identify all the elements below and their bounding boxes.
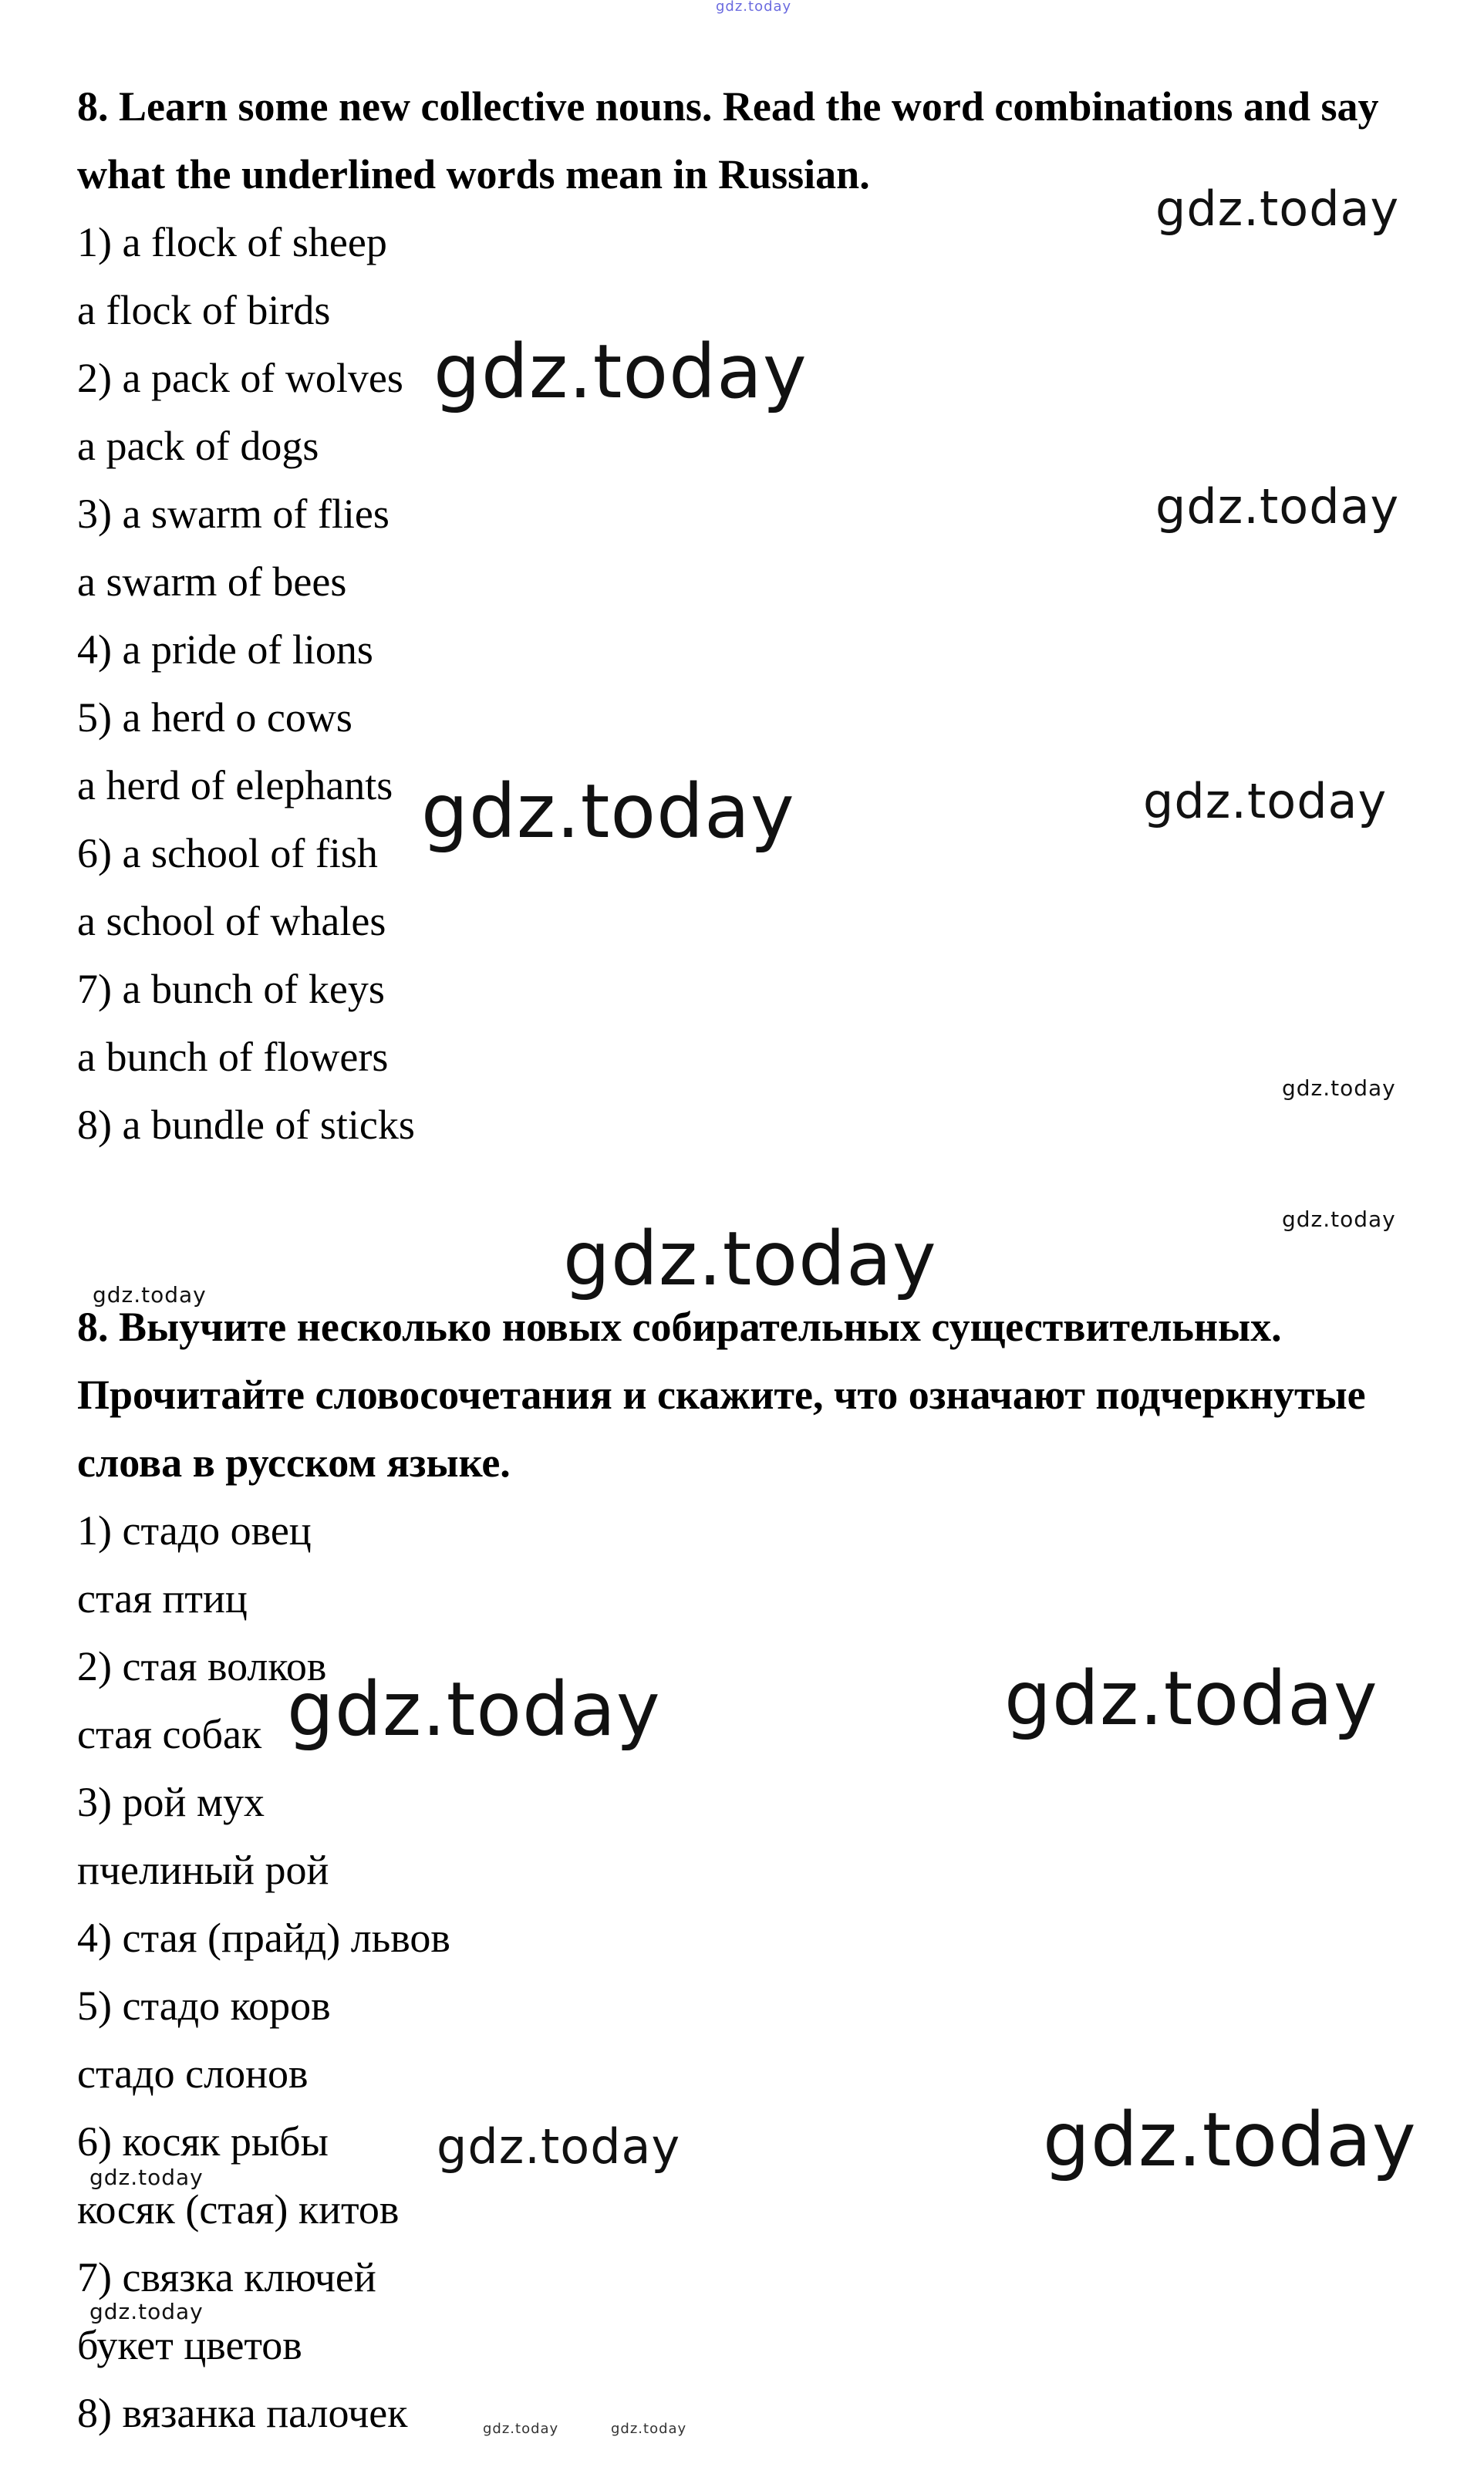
- english-line: a flock of birds: [77, 287, 331, 333]
- watermark: gdz.today: [611, 2421, 687, 2437]
- watermark: gdz.today: [421, 768, 795, 855]
- watermark: gdz.today: [1155, 181, 1400, 237]
- watermark: gdz.today: [89, 2299, 204, 2324]
- watermark: gdz.today: [437, 2118, 681, 2175]
- english-line: 1) a flock of sheep: [77, 219, 387, 265]
- russian-line: 6) косяк рыбы: [77, 2118, 329, 2165]
- english-line: a school of whales: [77, 898, 386, 944]
- watermark: gdz.today: [1043, 2097, 1417, 2183]
- english-line: 5) a herd o cows: [77, 694, 352, 741]
- watermark: gdz.today: [1282, 1207, 1396, 1232]
- english-line: a swarm of bees: [77, 559, 347, 605]
- english-line: a pack of dogs: [77, 423, 319, 469]
- russian-line: 4) стая (прайд) львов: [77, 1915, 450, 1961]
- russian-line: 1) стадо овец: [77, 1507, 312, 1554]
- english-line: 2) a pack of wolves: [77, 355, 403, 401]
- russian-line: стая собак: [77, 1711, 262, 1757]
- russian-line: букет цветов: [77, 2322, 302, 2368]
- watermark: gdz.today: [93, 1282, 207, 1308]
- english-line: 4) a pride of lions: [77, 626, 373, 673]
- watermark: gdz.today: [1004, 1655, 1378, 1742]
- russian-line: 8) вязанка палочек: [77, 2390, 408, 2436]
- english-line: 8) a bundle of sticks: [77, 1102, 415, 1148]
- russian-line: косяк (стая) китов: [77, 2186, 400, 2233]
- watermark: gdz.today: [1282, 1075, 1396, 1101]
- russian-line: 2) стая волков: [77, 1643, 327, 1689]
- english-line: a bunch of flowers: [77, 1034, 389, 1080]
- russian-exercise-title: 8. Выучите несколько новых собирательных существительных. Прочитайте словосочетания и скажите, что означают подчеркнутые слова в русском языке.: [77, 1304, 1366, 1486]
- english-exercise-title: 8. Learn some new collective nouns. Read the word combinations and say what the underlined words mean in Russian.: [77, 83, 1379, 197]
- russian-line: 5) стадо коров: [77, 1983, 331, 2029]
- english-line: 6) a school of fish: [77, 830, 378, 876]
- watermark: gdz.today: [1155, 478, 1400, 535]
- watermark: gdz.today: [433, 329, 808, 415]
- russian-line: пчелиный рой: [77, 1847, 329, 1893]
- russian-line: 3) рой мух: [77, 1779, 265, 1825]
- watermark: gdz.today: [563, 1216, 937, 1302]
- russian-line: стадо слонов: [77, 2050, 309, 2097]
- english-line: a herd of elephants: [77, 762, 393, 808]
- watermark: gdz.today: [287, 1666, 661, 1753]
- watermark: gdz.today: [483, 2421, 559, 2437]
- russian-line: 7) связка ключей: [77, 2254, 376, 2300]
- watermark: gdz.today: [1143, 773, 1388, 829]
- watermark: gdz.today: [716, 0, 792, 15]
- watermark: gdz.today: [89, 2165, 204, 2190]
- english-line: 3) a swarm of flies: [77, 491, 390, 537]
- english-line: 7) a bunch of keys: [77, 966, 385, 1012]
- russian-line: стая птиц: [77, 1575, 248, 1622]
